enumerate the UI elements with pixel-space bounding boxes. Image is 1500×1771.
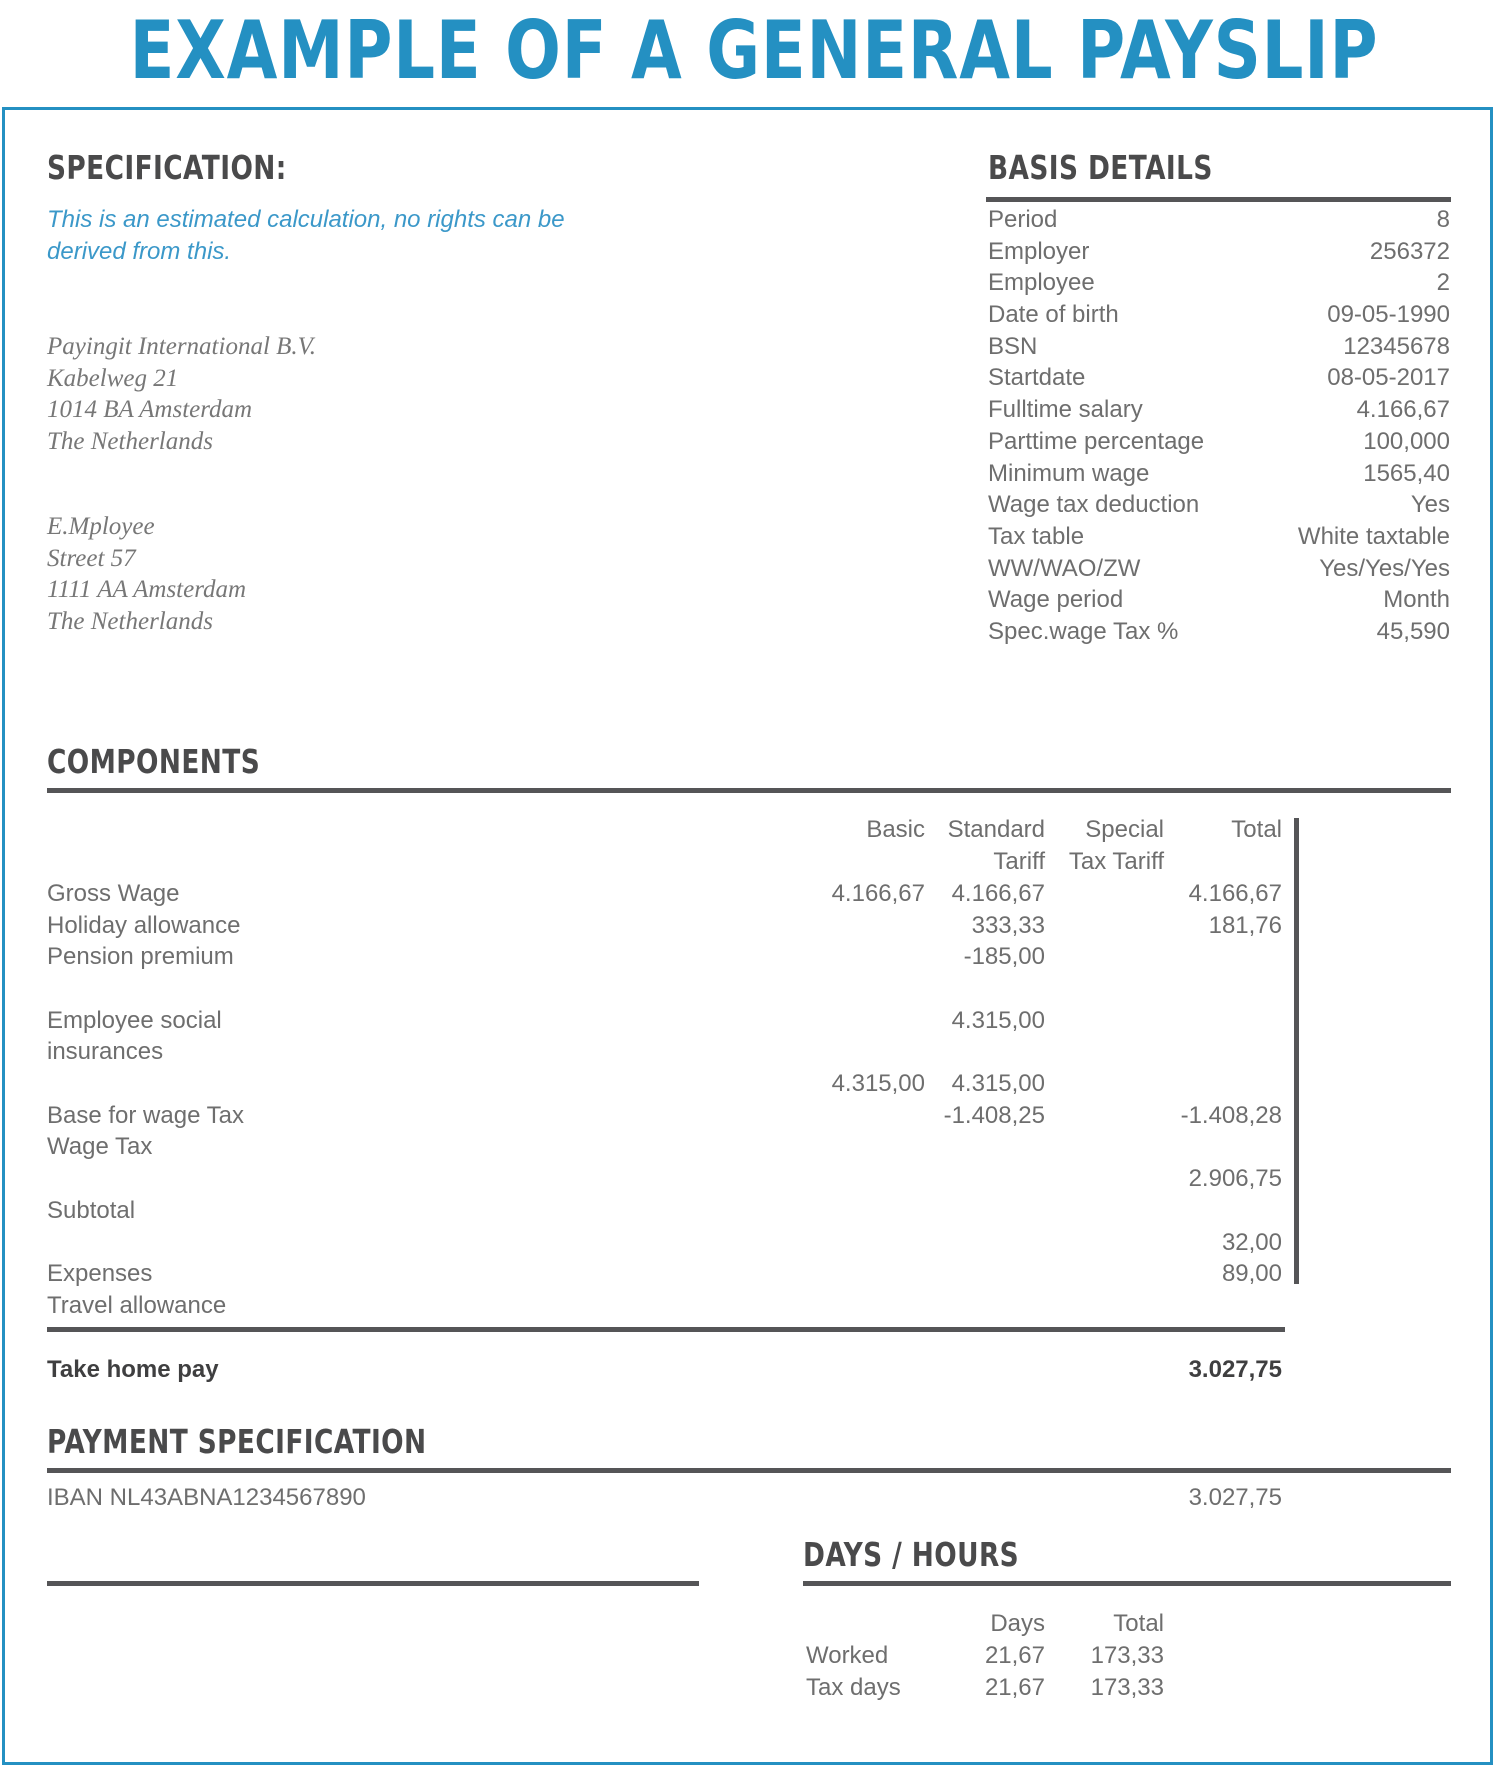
- basis-label: Fulltime salary: [988, 396, 1143, 424]
- total-value: -1.408,28: [1180, 1102, 1282, 1129]
- days-total-col-header: Total: [1113, 1610, 1164, 1637]
- basis-label: Wage tax deduction: [988, 491, 1200, 519]
- take-home-rule: [47, 1327, 1285, 1332]
- basis-value: 256372: [1369, 237, 1450, 265]
- basis-row: [988, 521, 1450, 553]
- take-home-label: Take home pay: [47, 1356, 219, 1383]
- basis-row: [988, 299, 1450, 331]
- col-header-special: Special: [1085, 816, 1164, 843]
- basis-details-rule: [986, 197, 1451, 202]
- basis-value: 4.166,67: [1356, 396, 1450, 424]
- days-row-days: 21,67: [984, 1642, 1045, 1669]
- label-base-wage-tax: Base for wage Tax: [47, 1102, 245, 1129]
- disclaimer-line-2: derived from this.: [47, 238, 232, 265]
- payment-rule: [47, 1468, 1451, 1473]
- components-heading: COMPONENTS: [47, 742, 261, 781]
- basis-value: 100,000: [1363, 427, 1450, 455]
- label-employee-social: Employee social: [47, 1007, 222, 1034]
- standard-value: 333,33: [971, 912, 1045, 939]
- basis-label: Period: [988, 206, 1058, 233]
- col-header-basic: Basic: [866, 816, 925, 843]
- basis-value: White taxtable: [1297, 522, 1450, 550]
- basis-value: 8: [1436, 206, 1450, 233]
- days-row-label: Tax days: [806, 1674, 901, 1701]
- page-title: EXAMPLE OF A GENERAL PAYSLIP: [129, 4, 1379, 97]
- basis-label: Wage period: [988, 586, 1124, 614]
- label-wage-tax: Wage Tax: [47, 1133, 153, 1160]
- label-expenses: Expenses: [47, 1260, 153, 1287]
- total-value: 32,00: [1221, 1229, 1282, 1256]
- basis-label: Minimum wage: [988, 459, 1150, 487]
- basis-row: [988, 584, 1450, 616]
- total-value: 181,76: [1208, 912, 1282, 939]
- basis-label: Employee: [988, 269, 1095, 297]
- label-travel-allowance: Travel allowance: [47, 1292, 227, 1319]
- basis-label: Date of birth: [988, 301, 1119, 329]
- basis-value: 12345678: [1343, 332, 1450, 360]
- signature-rule: [47, 1581, 699, 1586]
- basic-value: 4.315,00: [831, 1070, 925, 1097]
- basis-label: WW/WAO/ZW: [988, 554, 1141, 582]
- basis-row: [988, 553, 1450, 585]
- employer-address: [47, 331, 316, 458]
- days-row-days: 21,67: [984, 1674, 1045, 1701]
- employer-country: The Netherlands: [47, 428, 213, 456]
- components-rule: [47, 788, 1451, 793]
- basis-details-heading: BASIS DETAILS: [988, 148, 1213, 187]
- basis-value: 45,590: [1376, 617, 1450, 645]
- basis-row: [988, 394, 1450, 426]
- disclaimer-line-1: This is an estimated calculation, no rights can be: [47, 206, 565, 233]
- basis-label: BSN: [988, 332, 1038, 360]
- basic-value: 4.166,67: [831, 880, 925, 907]
- basis-value: Yes/Yes/Yes: [1319, 554, 1450, 582]
- standard-value: 4.166,67: [951, 880, 1045, 907]
- days-col-header: Days: [990, 1610, 1045, 1637]
- basis-details-table: [988, 204, 1450, 648]
- col-header-special-2: Tax Tariff: [1068, 848, 1164, 875]
- basis-label: Parttime percentage: [988, 427, 1205, 455]
- employer-name: Payingit International B.V.: [47, 333, 316, 360]
- basis-value: 08-05-2017: [1327, 364, 1450, 392]
- basis-row: [988, 362, 1450, 394]
- employee-country: The Netherlands: [47, 608, 213, 636]
- days-row-total: 173,33: [1090, 1674, 1164, 1701]
- basis-row: [988, 267, 1450, 299]
- basis-value: 2: [1436, 269, 1450, 297]
- days-row-label: Worked: [806, 1642, 889, 1669]
- iban: IBAN NL43ABNA1234567890: [47, 1484, 366, 1511]
- label-holiday-allowance: Holiday allowance: [47, 912, 241, 939]
- employee-street: Street 57: [47, 544, 136, 572]
- basis-value: 1565,40: [1363, 459, 1450, 487]
- employee-city: 1111 AA Amsterdam: [47, 576, 247, 604]
- basis-label: Startdate: [988, 364, 1086, 392]
- basis-label: Spec.wage Tax %: [988, 617, 1179, 645]
- take-home-value: 3.027,75: [1188, 1356, 1282, 1383]
- basis-value: 09-05-1990: [1327, 301, 1450, 329]
- label-gross-wage: Gross Wage: [47, 880, 180, 907]
- standard-value: 4.315,00: [951, 1007, 1045, 1034]
- label-insurances: insurances: [47, 1038, 164, 1065]
- basis-row: [988, 458, 1450, 490]
- label-pension-premium: Pension premium: [47, 943, 234, 970]
- employer-city: 1014 BA Amsterdam: [47, 396, 253, 424]
- basis-row: [988, 236, 1450, 268]
- total-value: 4.166,67: [1188, 880, 1282, 907]
- components-vertical-rule: [1294, 818, 1299, 1284]
- days-hours-rule: [803, 1581, 1451, 1586]
- payment-specification-heading: PAYMENT SPECIFICATION: [47, 1422, 427, 1461]
- total-value: 2.906,75: [1188, 1165, 1282, 1192]
- basis-value: Month: [1383, 586, 1450, 614]
- col-header-total: Total: [1231, 816, 1282, 843]
- days-row-total: 173,33: [1090, 1642, 1164, 1669]
- basis-row: [988, 204, 1450, 236]
- total-value: 89,00: [1221, 1260, 1282, 1287]
- basis-row: [988, 489, 1450, 521]
- employee-address: [47, 511, 246, 638]
- standard-value: 4.315,00: [951, 1070, 1045, 1097]
- standard-value: -1.408,25: [943, 1102, 1045, 1129]
- basis-label: Employer: [988, 237, 1090, 265]
- basis-value: Yes: [1410, 491, 1450, 519]
- basis-row: [988, 331, 1450, 363]
- standard-value: -185,00: [963, 943, 1045, 970]
- specification-heading: SPECIFICATION:: [47, 148, 287, 187]
- days-hours-heading: DAYS / HOURS: [803, 1535, 1020, 1574]
- basis-row: [988, 616, 1450, 648]
- employee-name: E.Mployee: [47, 513, 155, 540]
- basis-row: [988, 426, 1450, 458]
- col-header-standard: Standard: [947, 816, 1045, 843]
- col-header-standard-2: Tariff: [993, 848, 1045, 875]
- basis-label: Tax table: [988, 522, 1085, 550]
- employer-street: Kabelweg 21: [47, 364, 179, 392]
- label-subtotal: Subtotal: [47, 1197, 136, 1224]
- payment-amount: 3.027,75: [1188, 1484, 1282, 1511]
